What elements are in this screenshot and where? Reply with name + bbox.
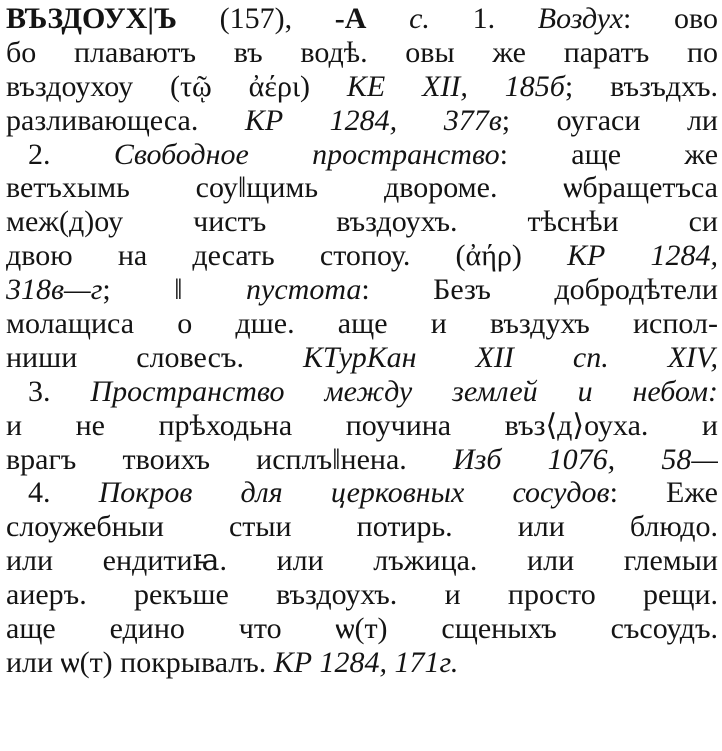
entry-text: 1. (472, 2, 538, 35)
entry-line (6, 171, 718, 205)
italic-text: КР 1284, (567, 239, 718, 273)
entry-line (6, 104, 718, 138)
italic-text: Пространство между землей и небом: (90, 374, 718, 408)
entry-text: ; възъдхъ. (564, 69, 718, 103)
entry-text: и не прѣходьна поучина въз⟨д⟩оуха. и (6, 408, 718, 442)
entry-text: ; ‖ (102, 273, 247, 307)
entry-text: 3. (28, 374, 91, 408)
italic-text: Покров для церковных сосудов (98, 476, 610, 510)
entry-text: въздоухоу (τῷ ἀέρι) (6, 69, 347, 103)
entry-line (6, 273, 718, 307)
italic-text: КР 1284, 377в (244, 103, 502, 137)
italic-text: Изб 1076, 58— (452, 442, 718, 476)
entry-text: или ѡ(т) покрывалъ. (6, 645, 274, 679)
entry-line (6, 239, 718, 273)
entry-text: меж(д)оу чистъ въздоухъ. тѣснѣи си (6, 205, 718, 239)
entry-text: молащиса о дше. аще и въздухъ испол- (6, 307, 718, 341)
entry-line (6, 2, 718, 36)
italic-text: Свободное пространство (113, 137, 500, 171)
dictionary-entry (6, 2, 718, 680)
italic-text: с. (366, 2, 473, 35)
entry-line (6, 36, 718, 70)
bold-text: -А (334, 2, 367, 35)
entry-line (6, 341, 718, 375)
entry-text: аще едино что ѡ(т) сщеныхъ съсоудъ. (6, 612, 718, 646)
entry-text: 4. (28, 476, 99, 510)
entry-text: врагъ твоихъ исплъ‖нена. (6, 442, 453, 476)
entry-text: ; оугаси ли (501, 103, 718, 137)
entry-line (6, 307, 718, 341)
entry-line (6, 646, 718, 680)
italic-text: 318в—г (6, 273, 103, 307)
entry-text: : ово (623, 2, 718, 35)
bold-text: ВЪЗДОУХ|Ъ (6, 2, 177, 35)
entry-text: слоужебныи стыи потирь. или блюдо. (6, 510, 718, 544)
entry-line (6, 544, 718, 578)
entry-text: : аще же (499, 137, 718, 171)
italic-text: КЕ XII, 185б (346, 69, 565, 103)
entry-text: разливающеса. (6, 103, 245, 137)
entry-line (6, 409, 718, 443)
entry-text: : Безъ добродѣтели (361, 273, 718, 307)
entry-text: или ендитиꙗ. или лъжица. или глемыи (6, 544, 718, 578)
entry-text: 2. (28, 137, 114, 171)
entry-text: ветъхымь соу‖щимь двороме. ѡбращетъса (6, 171, 718, 205)
italic-text: КР 1284, 171г. (273, 645, 459, 679)
entry-text: : Еже (609, 476, 718, 510)
entry-text: (157), (176, 2, 335, 35)
entry-line (6, 375, 718, 409)
entry-line (6, 138, 718, 172)
entry-line (6, 612, 718, 646)
italic-text: КТурКан XII сп. XIV, (302, 340, 718, 374)
entry-text: бо плаваютъ въ водѣ. овы же паратъ по (6, 35, 718, 69)
entry-text: двою на десать стопоу. (ἀήρ) (6, 239, 568, 273)
entry-line (6, 476, 718, 510)
entry-text: аиеръ. рекъше въздоухъ. и просто рещи. (6, 578, 718, 612)
italic-text: Воздух (537, 2, 624, 35)
entry-line (6, 510, 718, 544)
italic-text: пустота (246, 273, 362, 307)
entry-line (6, 70, 718, 104)
entry-line (6, 205, 718, 239)
entry-text: ниши словесъ. (6, 340, 303, 374)
entry-line (6, 578, 718, 612)
entry-line (6, 443, 718, 477)
